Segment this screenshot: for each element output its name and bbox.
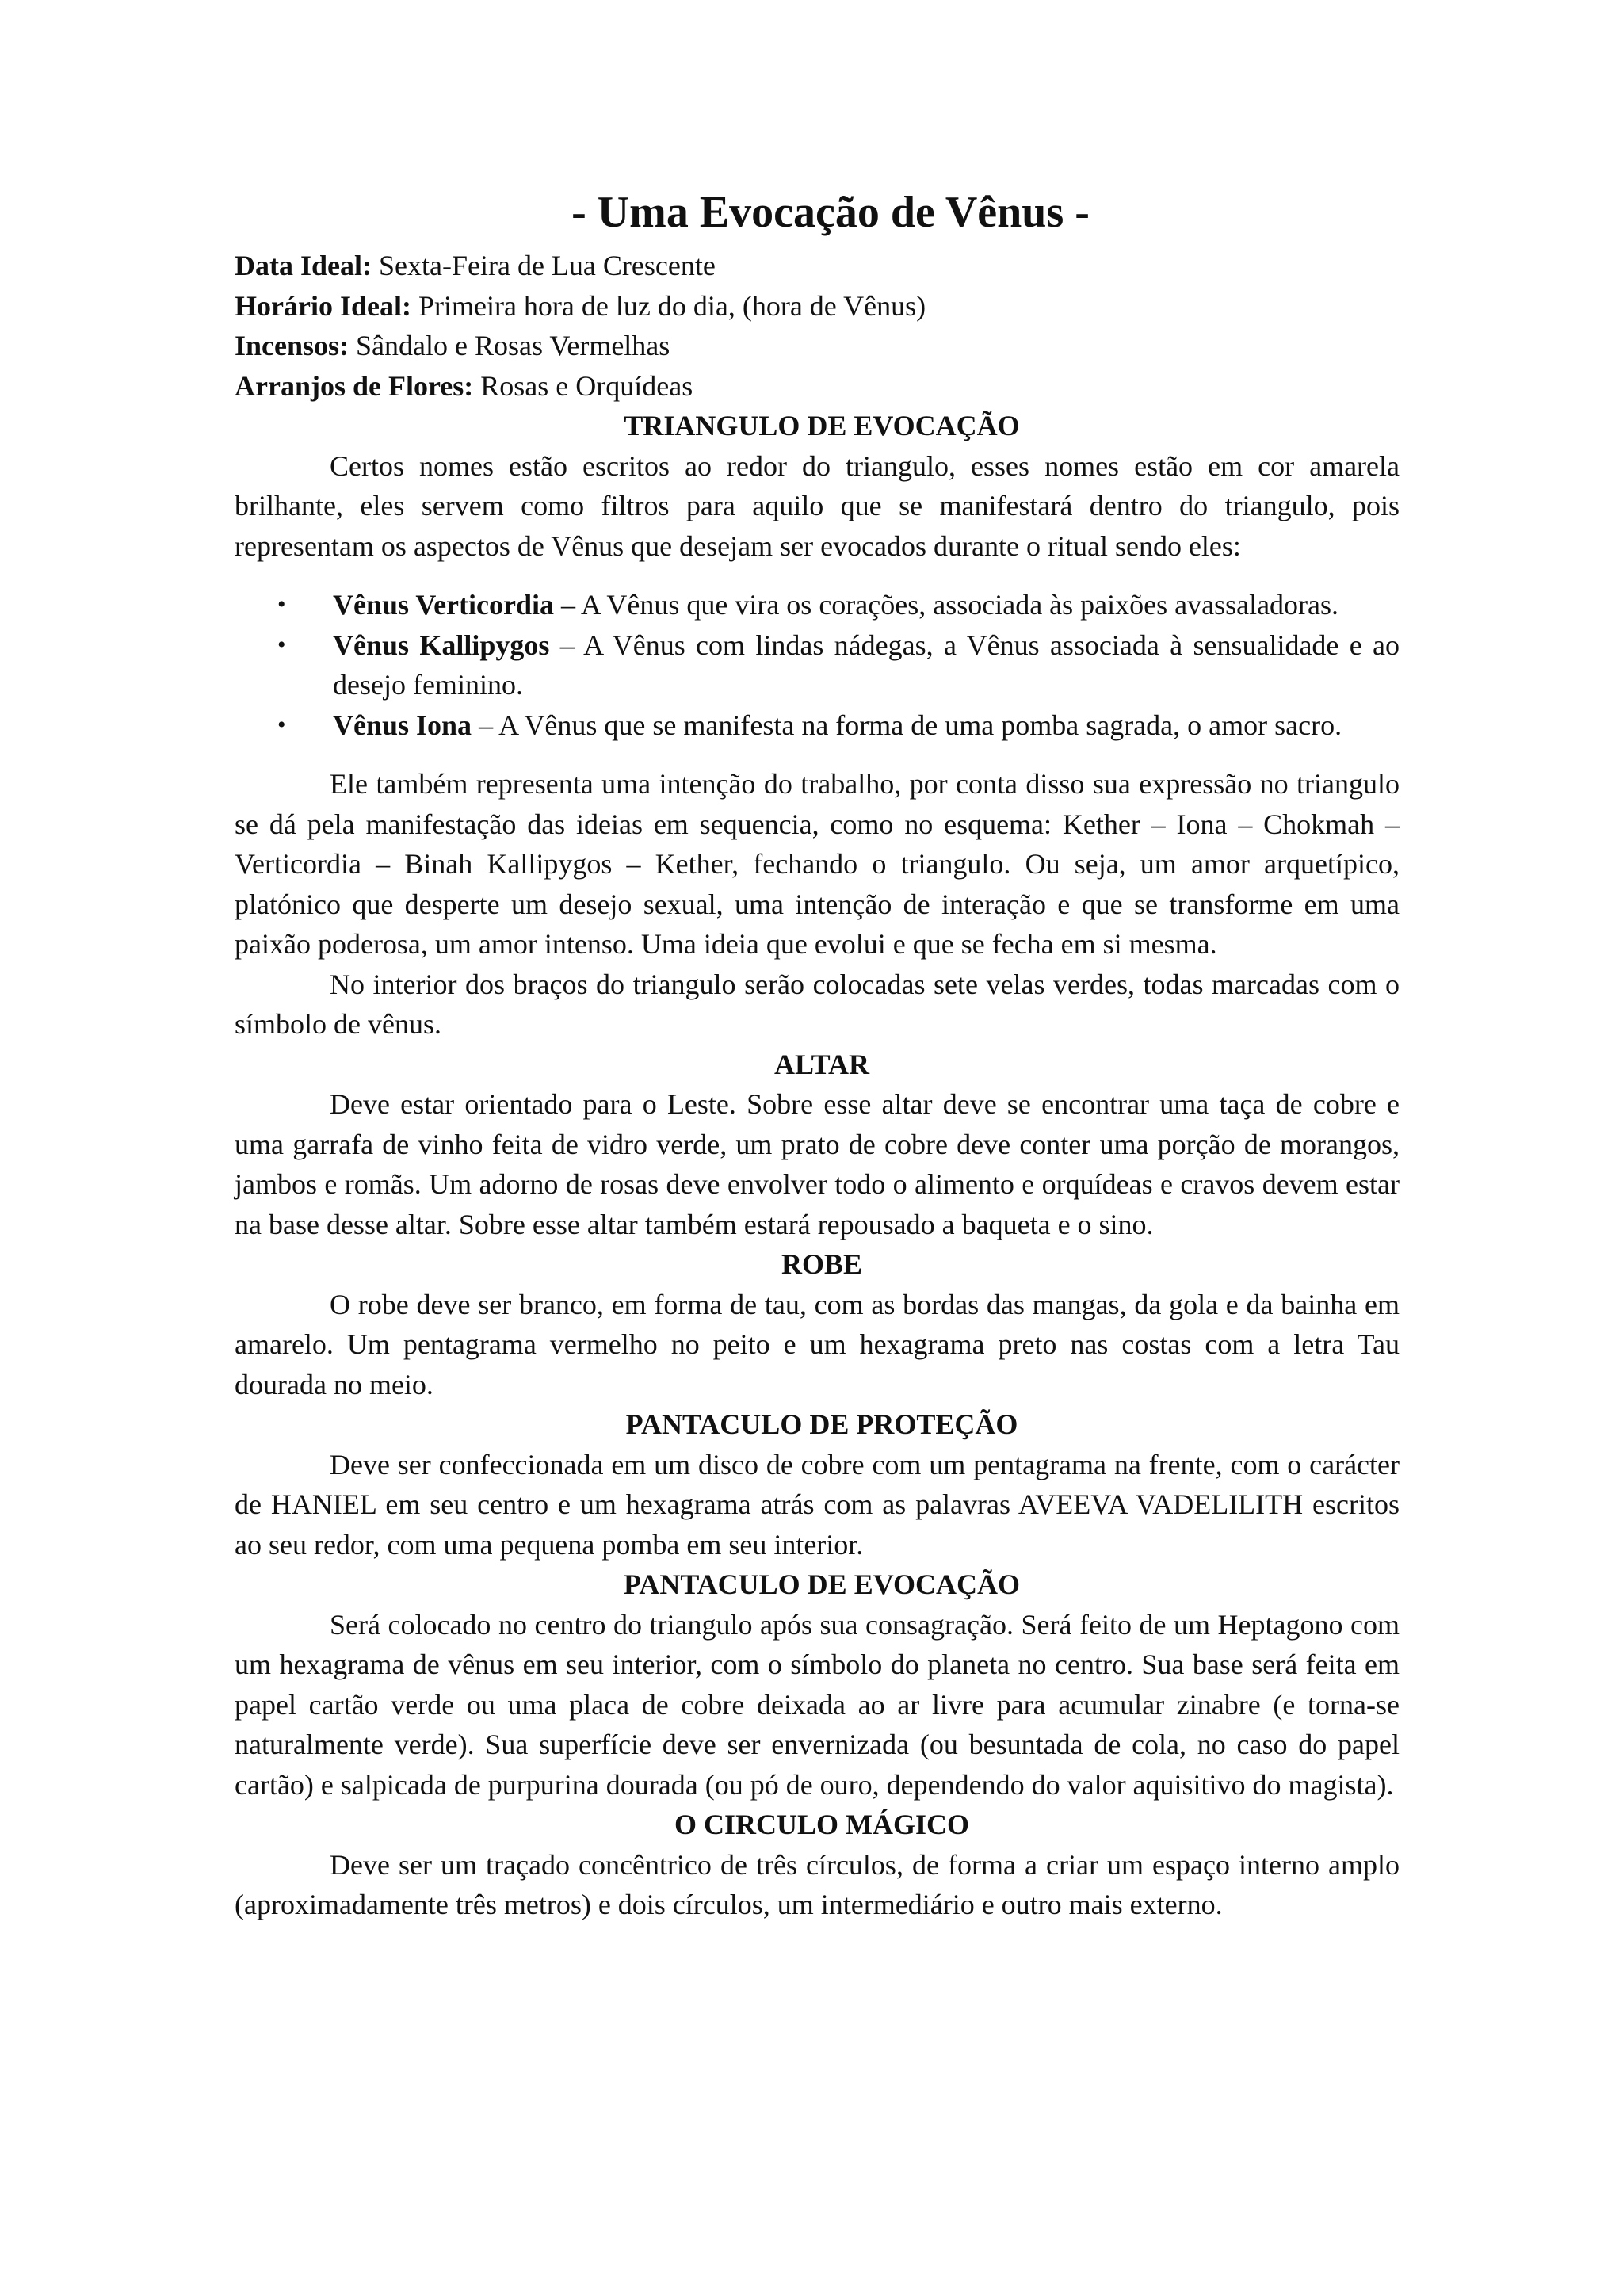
venus-aspects-list <box>235 585 1400 745</box>
aspect-name: Vênus Kallipygos <box>333 628 550 661</box>
meta-label: Horário Ideal: <box>235 289 411 322</box>
list-item <box>277 625 1400 705</box>
meta-arranjos <box>235 366 1400 407</box>
list-item <box>277 585 1400 625</box>
meta-label: Arranjos de Flores: <box>235 369 474 402</box>
meta-value: Sexta-Feira de Lua Crescente <box>372 250 716 281</box>
paragraph-circulo-magico: Deve ser um traçado concêntrico de três círculos, de forma a criar um espaço interno amplo (aproximadamente três metros) e dois círculos, um intermediário e outro mais externo. <box>235 1848 1400 1920</box>
meta-value: Sândalo e Rosas Vermelhas <box>349 330 670 361</box>
aspect-name: Vênus Verticordia <box>333 589 554 621</box>
section-heading-robe: ROBE <box>781 1248 863 1280</box>
meta-value: Rosas e Orquídeas <box>473 369 693 402</box>
aspect-text: – A Vênus com lindas nádegas, a Vênus associada à sensualidade e ao desejo feminino. <box>333 628 1400 701</box>
section-heading-triangulo: TRIANGULO DE EVOCAÇÃO <box>624 410 1020 441</box>
section-heading-pantaculo-protecao: PANTACULO DE PROTEÇÃO <box>625 1408 1018 1440</box>
paragraph-triangulo-intro: Certos nomes estão escritos ao redor do triangulo, esses nomes estão em cor amarela brilhante, eles servem como filtros para aquilo que se manifestará dentro do triangulo, pois representam os aspectos de Vênus que desejam ser evocados durante o ritual sendo eles: <box>235 449 1400 562</box>
bullet-icon: • <box>277 631 286 658</box>
paragraph-triangulo-intencao: Ele também representa uma intenção do trabalho, por conta disso sua expressão no triangulo se dá pela manifestação das ideias em sequencia, como no esquema: Kether – Iona – Chokmah – Verticordia – Binah Kallipygos – Kether, fechando o triangulo. Ou seja, um amor arquetípico, platónico que desperte um desejo sexual, uma intenção de interação e que se transforme em uma paixão poderosa, um amor intenso. Uma ideia que evolui e que se fecha em si mesma. <box>235 768 1400 960</box>
paragraph-pantaculo-evocacao: Será colocado no centro do triangulo após sua consagração. Será feito de um Heptagono com um hexagrama de vênus em seu interior, com o símbolo do planeta no centro. Sua base será feita em papel cartão verde ou uma placa de cobre deixada ao ar livre para acumular zinabre (e torna-se naturalmente verde). Sua superfície deve ser envernizada (ou besuntada de cola, no caso do papel cartão) e salpicada de purpurina dourada (ou pó de ouro, dependendo do valor aquisitivo do magista). <box>235 1608 1400 1801</box>
bullet-icon: • <box>277 711 286 738</box>
bullet-icon: • <box>277 591 286 617</box>
aspect-text: – A Vênus que vira os corações, associada às paixões avassaladoras. <box>554 589 1339 621</box>
section-heading-altar: ALTAR <box>773 1048 870 1080</box>
paragraph-triangulo-velas: No interior dos braços do triangulo serão colocadas sete velas verdes, todas marcadas com o símbolo de vênus. <box>235 968 1400 1040</box>
section-heading-pantaculo-evocacao: PANTACULO DE EVOCAÇÃO <box>624 1568 1020 1600</box>
page-title: - Uma Evocação de Vênus - <box>571 188 1090 237</box>
paragraph-robe: O robe deve ser branco, em forma de tau, com as bordas das mangas, da gola e da bainha em amarelo. Um pentagrama vermelho no peito e um hexagrama preto nas costas com a letra Tau dourada no meio. <box>235 1288 1400 1400</box>
meta-value: Primeira hora de luz do dia, (hora de Vênus) <box>411 289 926 322</box>
meta-data-ideal <box>235 246 1400 286</box>
aspect-text: – A Vênus que se manifesta na forma de uma pomba sagrada, o amor sacro. <box>472 709 1342 741</box>
paragraph-pantaculo-protecao: Deve ser confeccionada em um disco de cobre com um pentagrama na frente, com o carácter de HANIEL em seu centro e um hexagrama atrás com as palavras AVEEVA VADELILITH escritos ao seu redor, com uma pequena pomba em seu interior. <box>235 1448 1400 1561</box>
meta-horario-ideal <box>235 286 1400 327</box>
paragraph-altar: Deve estar orientado para o Leste. Sobre esse altar deve se encontrar uma taça de cobre e uma garrafa de vinho feita de vidro verde, um prato de cobre deve conter uma porção de morangos, jambos e romãs. Um adorno de rosas deve envolver todo o alimento e orquídeas e cravos devem estar na base desse altar. Sobre esse altar também estará repousado a baqueta e o sino. <box>235 1088 1400 1240</box>
meta-label: Data Ideal: <box>235 250 372 281</box>
meta-label: Incensos: <box>235 330 349 361</box>
list-item <box>277 705 1400 746</box>
meta-incensos <box>235 326 1400 366</box>
section-heading-circulo-magico: O CIRCULO MÁGICO <box>674 1809 969 1840</box>
aspect-name: Vênus Iona <box>333 709 472 741</box>
